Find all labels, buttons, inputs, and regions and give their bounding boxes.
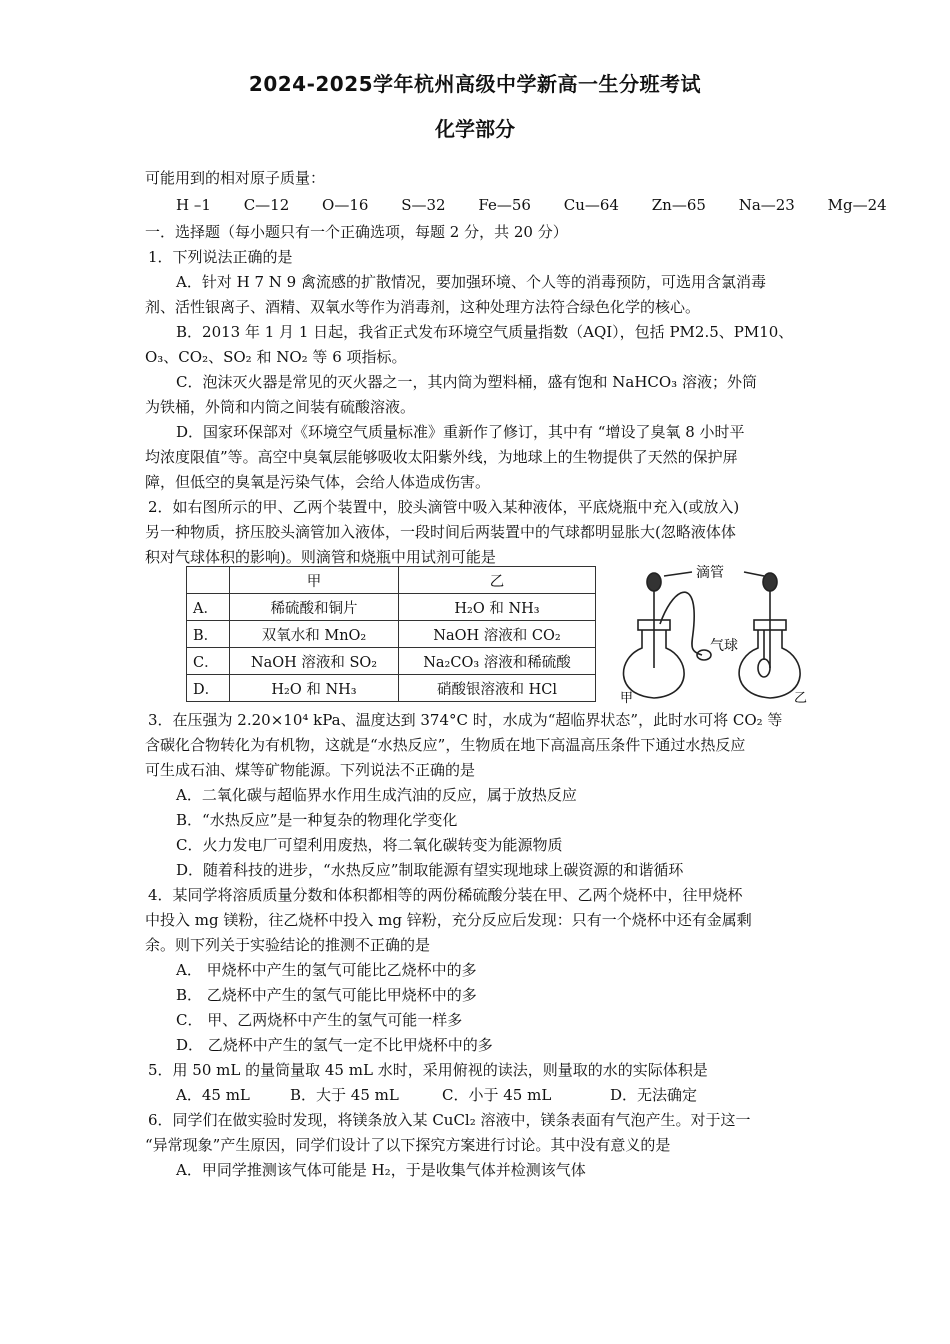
table-cell: NaOH 溶液和 SO₂ bbox=[230, 648, 399, 675]
table-cell: 双氧水和 MnO₂ bbox=[230, 621, 399, 648]
q3-stem: 3．在压强为 2.20×10⁴ kPa、温度达到 374°C 时，水成为“超临界状态”，此时水可将 CO₂ 等 bbox=[148, 711, 783, 729]
table-cell: C． bbox=[187, 648, 230, 675]
section-heading: 一．选择题（每小题只有一个正确选项，每题 2 分，共 20 分） bbox=[145, 223, 568, 241]
intro-label: 可能用到的相对原子质量： bbox=[145, 169, 326, 187]
table-header-row bbox=[187, 567, 596, 594]
q3-option-c: C．火力发电厂可望利用废热，将二氧化碳转变为能源物质 bbox=[176, 836, 563, 854]
q3-option-d: D．随着科技的进步，“水热反应”制取能源有望实现地球上碳资源的和谐循环 bbox=[176, 861, 684, 879]
table-cell: B． bbox=[187, 621, 230, 648]
table-cell: H₂O 和 NH₃ bbox=[399, 594, 596, 621]
q3-option-b: B．“水热反应”是一种复杂的物理化学变化 bbox=[176, 811, 458, 829]
q4-stem-cont2: 余。则下列关于实验结论的推测不正确的是 bbox=[145, 936, 431, 954]
q6-stem-cont: “异常现象”产生原因，同学们设计了以下探究方案进行讨论。其中没有意义的是 bbox=[145, 1136, 671, 1154]
q6-stem: 6．同学们在做实验时发现，将镁条放入某 CuCl₂ 溶液中，镁条表面有气泡产生。对于这一 bbox=[148, 1111, 751, 1129]
mass-item: S—32 bbox=[401, 196, 446, 214]
q5-option-c: C．小于 45 mL bbox=[442, 1086, 552, 1104]
table-cell: 硝酸银溶液和 HCl bbox=[399, 675, 596, 702]
q2-stem: 2．如右图所示的甲、乙两个装置中，胶头滴管中吸入某种液体，平底烧瓶中充入(或放入) bbox=[148, 498, 740, 516]
mass-item: H –1 bbox=[176, 196, 211, 214]
q5-stem: 5．用 50 mL 的量筒量取 45 mL 水时，采用俯视的读法，则量取的水的实际体积是 bbox=[148, 1061, 708, 1079]
apparatus-figure bbox=[612, 560, 817, 705]
balloon-icon bbox=[697, 650, 711, 660]
left-flask-label: 甲 bbox=[620, 691, 634, 705]
q6-option-a: A．甲同学推测该气体可能是 H₂，于是收集气体并检测该气体 bbox=[176, 1161, 586, 1179]
q4-stem: 4．某同学将溶质质量分数和体积都相等的两份稀硫酸分装在甲、乙两个烧杯中，往甲烧杯 bbox=[148, 886, 743, 904]
q3-stem-cont2: 可生成石油、煤等矿物能源。下列说法不正确的是 bbox=[145, 761, 476, 779]
mass-item: Zn—65 bbox=[651, 196, 706, 214]
table-header-cell bbox=[187, 567, 230, 594]
q4-option-d: D． 乙烧杯中产生的氢气一定不比甲烧杯中的多 bbox=[176, 1036, 493, 1054]
mass-item: Cu—64 bbox=[563, 196, 619, 214]
exam-subtitle: 化学部分 bbox=[435, 117, 515, 141]
table-row bbox=[187, 594, 596, 621]
q5-option-a: A．45 mL bbox=[176, 1086, 250, 1104]
right-balloon-icon bbox=[758, 659, 770, 677]
table-header-cell: 乙 bbox=[399, 567, 596, 594]
q3-stem-cont: 含碳化合物转化为有机物，这就是“水热反应”，生物质在地下高温高压条件下通过水热反应 bbox=[145, 736, 746, 754]
table-cell: NaOH 溶液和 CO₂ bbox=[399, 621, 596, 648]
q1-option-d: D．国家环保部对《环境空气质量标准》重新作了修订，其中有 “增设了臭氧 8 小时平 bbox=[176, 423, 745, 441]
table-cell: D． bbox=[187, 675, 230, 702]
q1-option-c-cont: 为铁桶，外筒和内筒之间装有硫酸溶液。 bbox=[145, 398, 416, 416]
q1-stem: 1．下列说法正确的是 bbox=[148, 248, 293, 266]
q4-option-c: C． 甲、乙两烧杯中产生的氢气可能一样多 bbox=[176, 1011, 463, 1029]
table-row bbox=[187, 621, 596, 648]
q1-option-b: B．2013 年 1 月 1 日起，我省正式发布环境空气质量指数（AQI），包括 PM2.5、PM10、 bbox=[176, 323, 794, 341]
balloon-label: 气球 bbox=[710, 638, 738, 654]
q2-stem-cont: 另一种物质，挤压胶头滴管加入液体，一段时间后两装置中的气球都明显胀大(忽略液体体 bbox=[145, 523, 736, 541]
table-cell: A． bbox=[187, 594, 230, 621]
q5-option-d: D．无法确定 bbox=[610, 1086, 698, 1104]
q1-option-b-cont: O₃、CO₂、SO₂ 和 NO₂ 等 6 项指标。 bbox=[145, 348, 407, 366]
q2-options-table bbox=[186, 566, 596, 702]
q3-option-a: A．二氧化碳与超临界水作用生成汽油的反应，属于放热反应 bbox=[176, 786, 577, 804]
table-cell: H₂O 和 NH₃ bbox=[230, 675, 399, 702]
exam-title: 2024-2025学年杭州高级中学新高一生分班考试 bbox=[248, 72, 702, 96]
mass-item: Na—23 bbox=[738, 196, 795, 214]
q4-option-a: A． 甲烧杯中产生的氢气可能比乙烧杯中的多 bbox=[176, 961, 477, 979]
left-bulb-icon bbox=[647, 573, 661, 591]
q4-option-b: B． 乙烧杯中产生的氢气可能比甲烧杯中的多 bbox=[176, 986, 477, 1004]
atomic-masses bbox=[176, 195, 915, 215]
table-cell: Na₂CO₃ 溶液和稀硫酸 bbox=[399, 648, 596, 675]
q1-option-d-cont: 均浓度限值”等。高空中臭氧层能够吸收太阳紫外线，为地球上的生物提供了天然的保护屏 bbox=[145, 448, 738, 466]
right-bulb-icon bbox=[763, 573, 777, 591]
mass-item: C—12 bbox=[243, 196, 290, 214]
q1-option-d-cont2: 障，但低空的臭氧是污染气体，会给人体造成伤害。 bbox=[145, 473, 491, 491]
dropper-label: 滴管 bbox=[696, 565, 724, 581]
q1-option-a: A．针对 H 7 N 9 禽流感的扩散情况，要加强环境、个人等的消毒预防，可选用含氯消毒 bbox=[176, 273, 766, 291]
q2-stem-cont2: 积对气球体积的影响)。则滴管和烧瓶中用试剂可能是 bbox=[145, 548, 496, 566]
right-flask-label: 乙 bbox=[794, 691, 808, 705]
q5-option-b: B．大于 45 mL bbox=[290, 1086, 399, 1104]
mass-item: Mg—24 bbox=[827, 196, 887, 214]
table-header-cell: 甲 bbox=[230, 567, 399, 594]
mass-item: O—16 bbox=[322, 196, 369, 214]
table-row bbox=[187, 648, 596, 675]
q1-option-a-cont: 剂、活性银离子、酒精、双氧水等作为消毒剂，这种处理方法符合绿色化学的核心。 bbox=[145, 298, 701, 316]
q1-option-c: C．泡沫灭火器是常见的灭火器之一，其内筒为塑料桶，盛有饱和 NaHCO₃ 溶液；外筒 bbox=[176, 373, 757, 391]
q4-stem-cont: 中投入 mg 镁粉，往乙烧杯中投入 mg 锌粉，充分反应后发现：只有一个烧杯中还有金属剩 bbox=[145, 911, 752, 929]
table-cell: 稀硫酸和铜片 bbox=[230, 594, 399, 621]
table-row bbox=[187, 675, 596, 702]
mass-item: Fe—56 bbox=[478, 196, 531, 214]
